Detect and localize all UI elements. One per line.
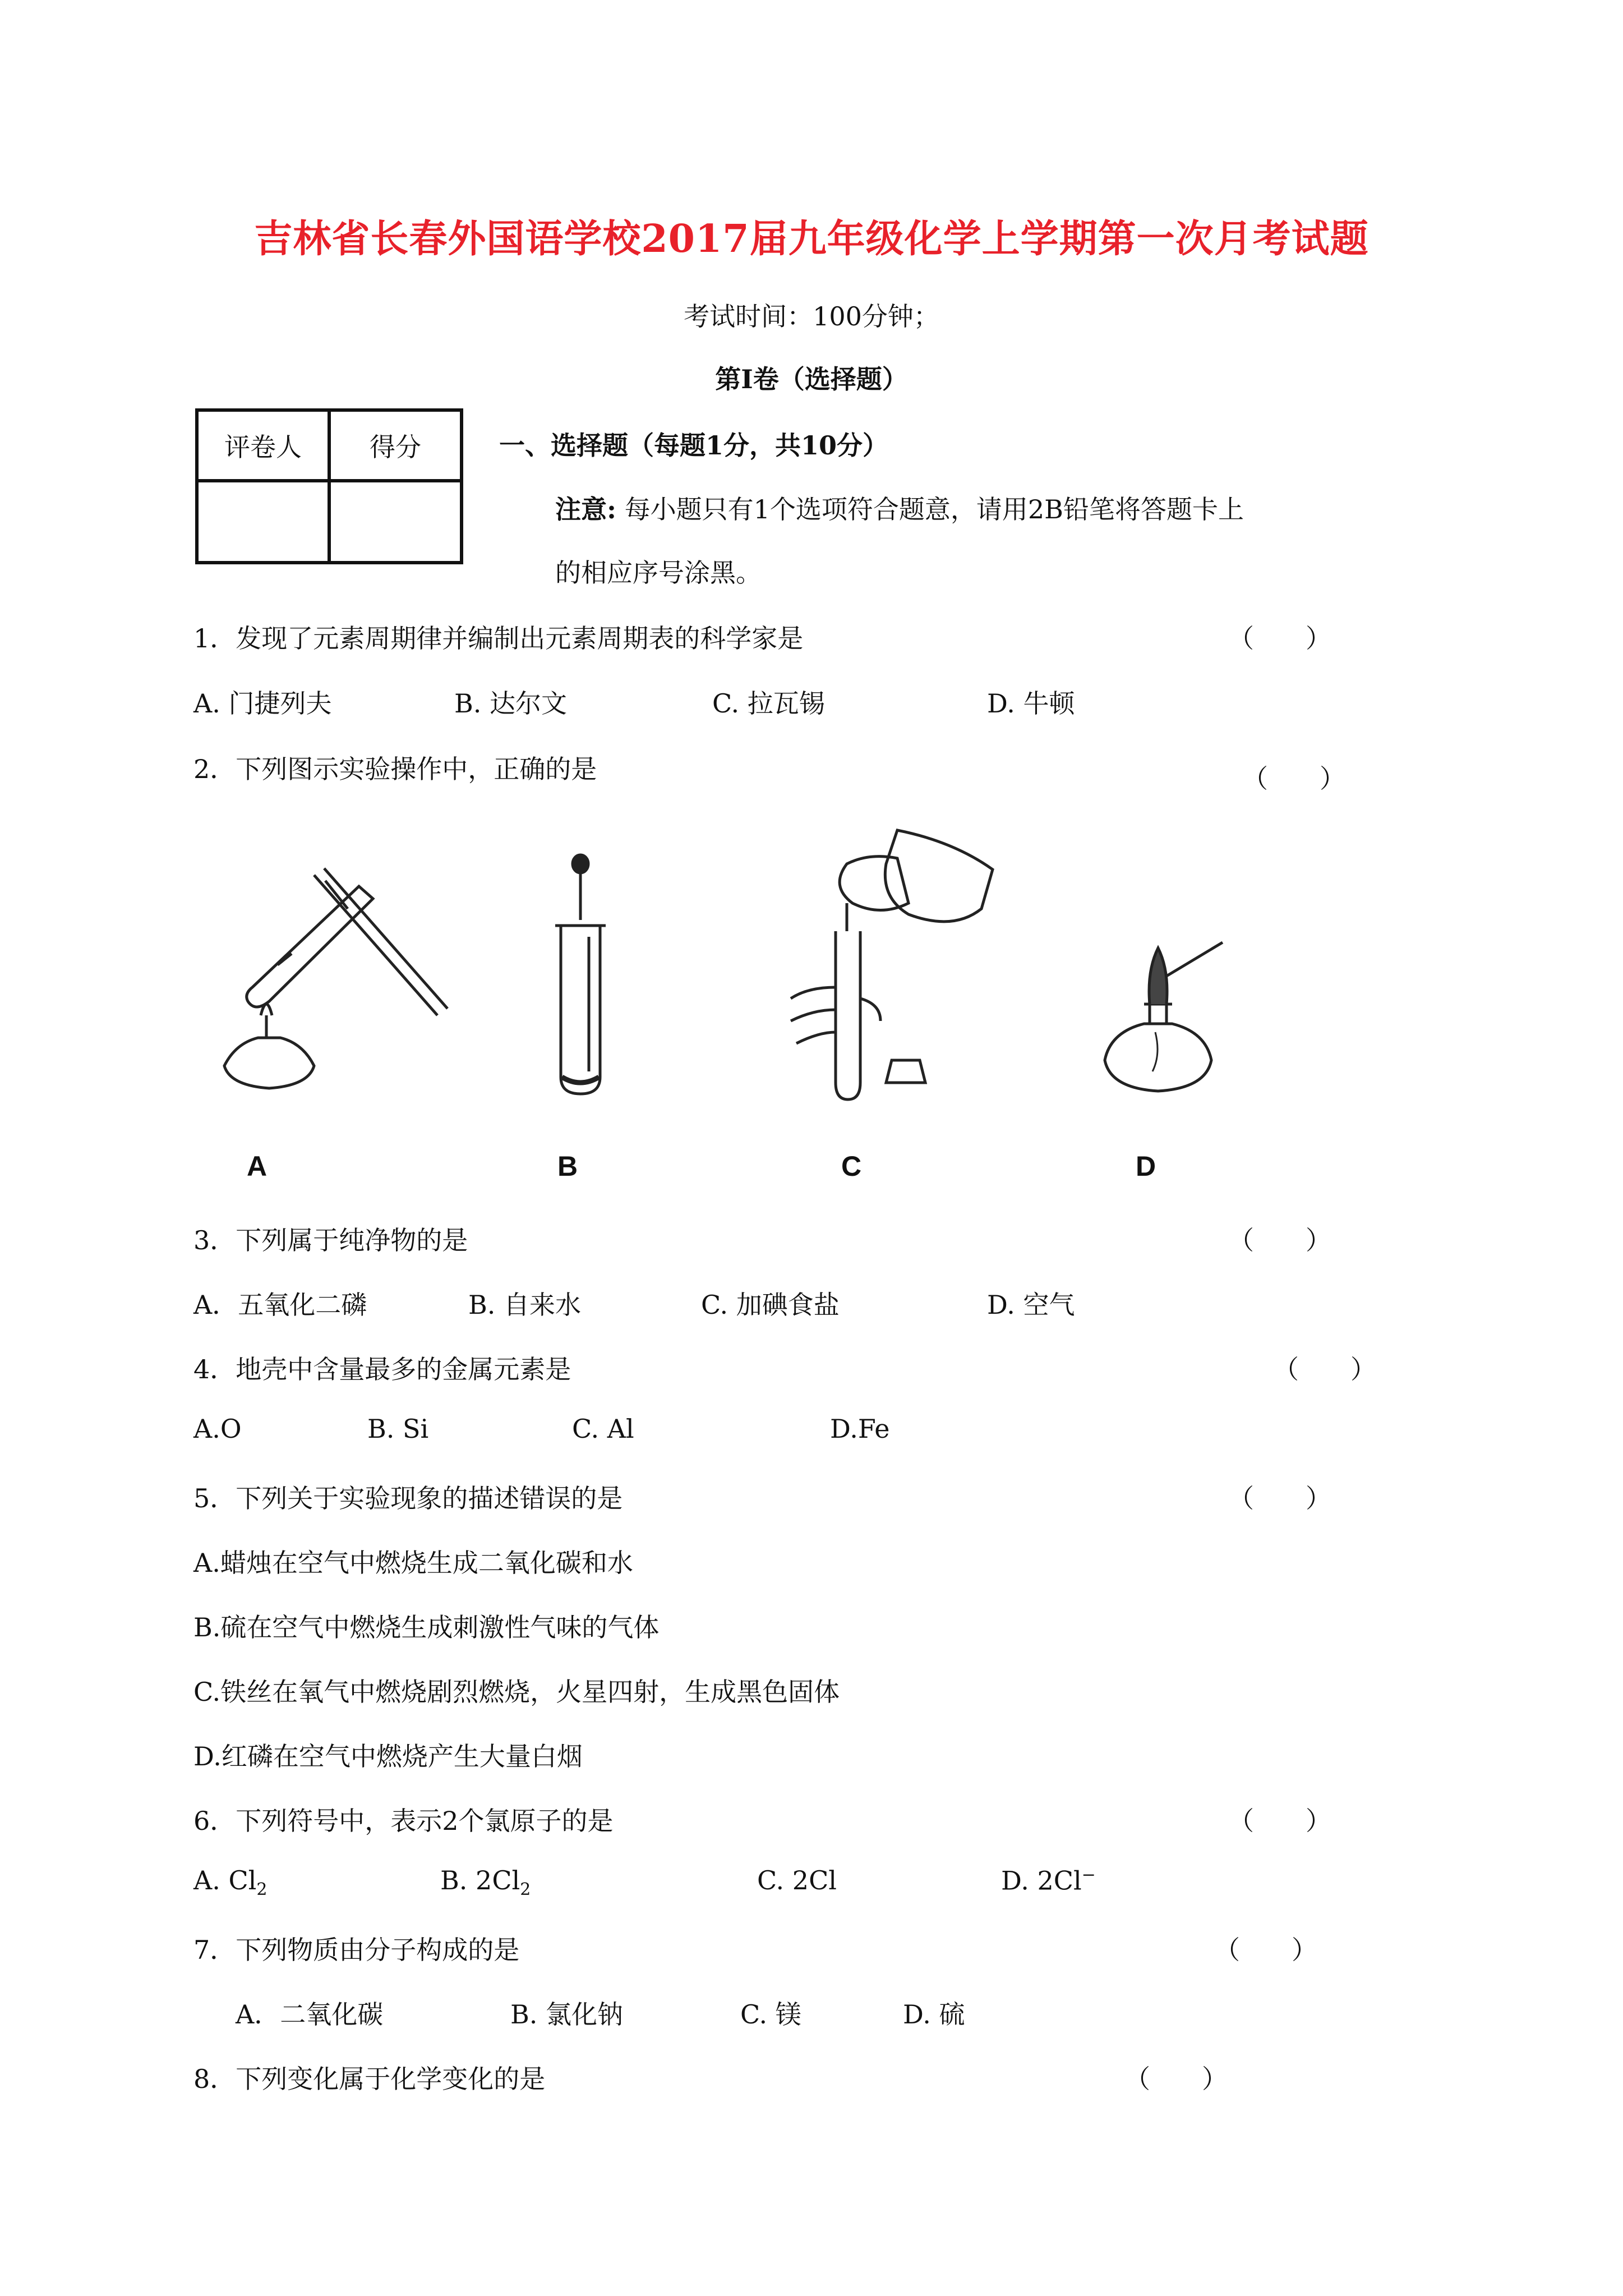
- page-title: 吉林省长春外国语学校2017届九年级化学上学期第一次月考试题: [254, 217, 1369, 261]
- section-heading: 一、选择题（每题1分，共10分）: [499, 430, 889, 461]
- score-cell: [329, 481, 462, 563]
- reviewer-label: 评卷人: [197, 410, 329, 481]
- answer-paren-2: （ ）: [1242, 763, 1345, 794]
- q6-option-d-sup: −: [1081, 1865, 1096, 1885]
- q1-option-a: A. 门捷列夫: [193, 688, 332, 719]
- q6-option-a: [193, 1865, 267, 1899]
- answer-paren-3: （ ）: [1228, 1225, 1331, 1255]
- figure-label-a: A: [247, 1151, 268, 1182]
- figure-b-dropper: [538, 853, 623, 1099]
- q3-option-d: D. 空气: [987, 1290, 1075, 1320]
- q3-option-b: B. 自来水: [468, 1290, 582, 1320]
- answer-paren-7: （ ）: [1214, 1935, 1317, 1965]
- q6-option-d: [1001, 1865, 1096, 1895]
- q6-option-a-sub: 2: [256, 1880, 268, 1900]
- figure-d-alcohol-lamp: [1094, 920, 1228, 1099]
- question-1: 1．发现了元素周期律并编制出元素周期表的科学家是: [193, 623, 804, 654]
- figure-a-heating: [213, 864, 460, 1099]
- q7-option-d: D. 硫: [903, 1999, 965, 2030]
- score-label: 得分: [329, 410, 462, 481]
- q5-option-c: C.铁丝在氧气中燃烧剧烈燃烧，火星四射，生成黑色固体: [193, 1677, 840, 1707]
- q4-option-a: A.O: [193, 1414, 242, 1444]
- grade-table: [195, 408, 463, 564]
- question-7: 7．下列物质由分子构成的是: [193, 1935, 520, 1965]
- answer-paren-6: （ ）: [1228, 1806, 1331, 1836]
- q4-option-d: D.Fe: [830, 1414, 890, 1444]
- q1-option-d: D. 牛顿: [987, 688, 1075, 719]
- q5-option-b: B.硫在空气中燃烧生成刺激性气味的气体: [193, 1612, 660, 1642]
- note-text: 每小题只有1个选项符合题意，请用2B铅笔将答题卡上: [624, 494, 1244, 524]
- q5-option-d: D.红磷在空气中燃烧产生大量白烟: [193, 1741, 583, 1772]
- q3-option-a: A．五氧化二磷: [193, 1290, 367, 1320]
- question-2: 2．下列图示实验操作中，正确的是: [193, 754, 597, 784]
- q6-option-b-text: B. 2Cl: [440, 1865, 520, 1895]
- q6-option-b: [440, 1865, 531, 1899]
- figure-label-b: B: [557, 1151, 578, 1182]
- question-3: 3．下列属于纯净物的是: [193, 1225, 468, 1255]
- q4-option-b: B. Si: [367, 1414, 429, 1444]
- exam-time: 考试时间：100分钟；: [684, 301, 939, 332]
- q5-option-a: A.蜡烛在空气中燃烧生成二氧化碳和水: [193, 1548, 633, 1578]
- question-5: 5．下列关于实验现象的描述错误的是: [193, 1483, 623, 1513]
- figure-label-c: C: [841, 1151, 862, 1182]
- question-4: 4．地壳中含量最多的金属元素是: [193, 1354, 571, 1384]
- volume-heading: 第Ⅰ卷（选择题）: [715, 364, 908, 394]
- q7-option-b: B. 氯化钠: [510, 1999, 624, 2030]
- section-note: [555, 489, 1244, 526]
- q1-option-c: C. 拉瓦锡: [712, 688, 825, 719]
- figure-c-pouring: [768, 819, 1009, 1111]
- q6-option-b-sub: 2: [520, 1880, 531, 1900]
- q7-option-a: A．二氧化碳: [236, 1999, 384, 2030]
- note-label: 注意:: [555, 494, 616, 524]
- answer-paren-8: （ ）: [1124, 2064, 1228, 2094]
- q4-option-c: C. Al: [572, 1414, 634, 1444]
- q3-option-c: C. 加碘食盐: [701, 1290, 840, 1320]
- question-8: 8．下列变化属于化学变化的是: [193, 2064, 546, 2094]
- figure-label-d: D: [1136, 1151, 1156, 1182]
- section-note-cont: 的相应序号涂黑。: [555, 558, 762, 588]
- reviewer-cell: [197, 481, 329, 563]
- answer-paren-4: （ ）: [1273, 1354, 1376, 1384]
- q7-option-c: C. 镁: [740, 1999, 801, 2030]
- q1-option-b: B. 达尔文: [454, 688, 568, 719]
- q6-option-c: C. 2Cl: [757, 1865, 837, 1895]
- q6-option-d-text: D. 2Cl: [1001, 1865, 1082, 1896]
- question-6: 6．下列符号中，表示2个氯原子的是: [193, 1806, 614, 1836]
- q6-option-a-text: A. Cl: [193, 1865, 257, 1895]
- answer-paren-1: （ ）: [1228, 623, 1331, 654]
- answer-paren-5: （ ）: [1228, 1483, 1331, 1513]
